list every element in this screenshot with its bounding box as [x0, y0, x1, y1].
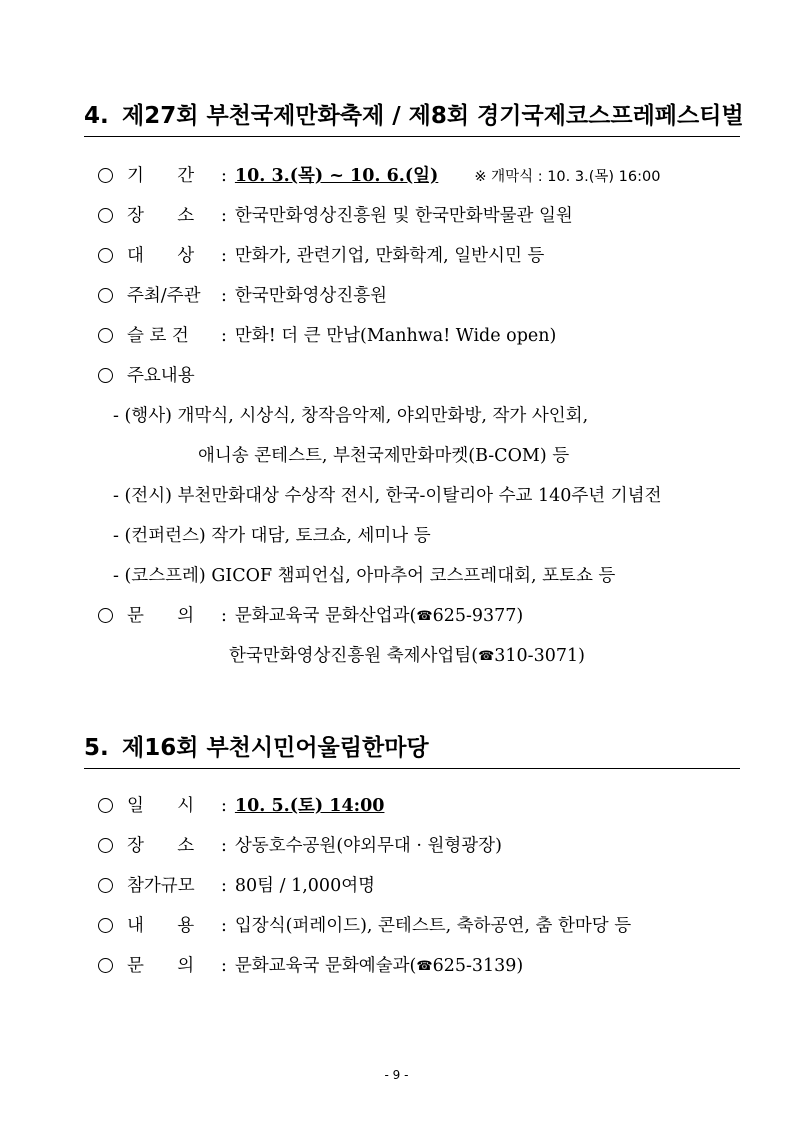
- bullet-circle-icon: [98, 878, 113, 893]
- item-main-content: [98, 364, 195, 388]
- detail-event-cont: 애니송 콘테스트, 부천국제만화마켓(B-COM) 등: [198, 446, 570, 466]
- item-label: 장 소: [127, 206, 195, 226]
- contact-text: 문화교육국 문화예술과(: [234, 956, 417, 976]
- bullet-circle-icon: [98, 838, 113, 853]
- item-contact-2: [229, 644, 585, 669]
- item-label: 일 시: [127, 796, 195, 816]
- item-value: 80팀 / 1,000여명: [234, 876, 376, 896]
- item-contact-5: 문 의 : 문화교육국 문화예술과(☎625-3139): [98, 954, 523, 979]
- phone-icon: ☎: [416, 609, 433, 624]
- contact-text: 문화교육국 문화산업과(: [234, 606, 417, 626]
- item-datetime: 일 시 : 10. 5.(토) 14:00: [98, 794, 384, 818]
- item-label: 주최/주관: [127, 286, 201, 306]
- contact-phone: 625-3139): [432, 956, 524, 976]
- contact-text: 한국만화영상진흥원 축제사업팀(: [229, 646, 479, 666]
- page-number: - 9 -: [384, 1068, 409, 1082]
- item-value: 입장식(퍼레이드), 콘테스트, 축하공연, 춤 한마당 등: [234, 916, 632, 936]
- item-target: 대 상 : 만화가, 관련기업, 만화학계, 일반시민 등: [98, 244, 544, 268]
- section-5-heading: [84, 734, 740, 769]
- item-label: 참가규모: [127, 876, 195, 896]
- bullet-circle-icon: [98, 248, 113, 263]
- section-4-title: 제27회 부천국제만화축제 / 제8회 경기국제코스프레페스티벌: [122, 103, 744, 129]
- item-value: 만화가, 관련기업, 만화학계, 일반시민 등: [234, 246, 545, 266]
- bullet-circle-icon: [98, 368, 113, 383]
- item-organizer: 주최/주관 : 한국만화영상진흥원: [98, 284, 387, 308]
- item-value: 10. 5.(토) 14:00: [234, 796, 385, 816]
- item-label: 기 간: [127, 166, 195, 186]
- bullet-circle-icon: [98, 798, 113, 813]
- section-4-number: 4.: [84, 103, 109, 129]
- item-value: 만화! 더 큰 만남(Manhwa! Wide open): [234, 326, 557, 346]
- item-contact: 문 의 : 문화교육국 문화산업과(☎625-9377): [98, 604, 523, 629]
- item-label: 문 의: [127, 606, 195, 626]
- opening-note: ※ 개막식 : 10. 3.(목) 16:00: [474, 169, 661, 185]
- item-label: 대 상: [127, 246, 195, 266]
- item-slogan: 슬 로 건 : 만화! 더 큰 만남(Manhwa! Wide open): [98, 324, 556, 348]
- item-label: 주요내용: [127, 366, 195, 386]
- item-label: 장 소: [127, 836, 195, 856]
- bullet-circle-icon: [98, 328, 113, 343]
- item-value: 10. 3.(목) ~ 10. 6.(일): [234, 166, 439, 186]
- detail-exhibition: - (전시) 부천만화대상 수상작 전시, 한국-이탈리아 수교 140주년 기념전: [113, 486, 662, 506]
- item-label: 내 용: [127, 916, 195, 936]
- section-5-number: 5.: [84, 735, 109, 761]
- item-content-5: 내 용 : 입장식(퍼레이드), 콘테스트, 축하공연, 춤 한마당 등: [98, 914, 631, 938]
- bullet-circle-icon: [98, 918, 113, 933]
- item-scale: 참가규모 : 80팀 / 1,000여명: [98, 874, 375, 898]
- bullet-circle-icon: [98, 608, 113, 623]
- item-period: 기 간 : 10. 3.(목) ~ 10. 6.(일) ※ 개막식 : 10. 3.(목) 16:00: [98, 164, 660, 189]
- bullet-circle-icon: [98, 208, 113, 223]
- item-venue-5: 장 소 : 상동호수공원(야외무대 · 원형광장): [98, 834, 502, 858]
- contact-phone: 625-9377): [432, 606, 524, 626]
- section-5-title: 제16회 부천시민어울림한마당: [122, 735, 429, 761]
- phone-icon: ☎: [478, 649, 495, 664]
- item-label: 슬 로 건: [127, 326, 189, 346]
- item-value: 상동호수공원(야외무대 · 원형광장): [234, 836, 502, 856]
- detail-conference: - (컨퍼런스) 작가 대담, 토크쇼, 세미나 등: [113, 526, 431, 546]
- item-value: 한국만화영상진흥원: [234, 286, 388, 306]
- item-value: 한국만화영상진흥원 및 한국만화박물관 일원: [234, 206, 573, 226]
- contact-phone: 310-3071): [494, 646, 585, 666]
- item-venue: 장 소 : 한국만화영상진흥원 및 한국만화박물관 일원: [98, 204, 573, 228]
- section-4-heading: [84, 102, 744, 137]
- detail-cosplay: - (코스프레) GICOF 챔피언십, 아마추어 코스프레대회, 포토쇼 등: [113, 566, 616, 586]
- bullet-circle-icon: [98, 168, 113, 183]
- bullet-circle-icon: [98, 958, 113, 973]
- item-label: 문 의: [127, 956, 195, 976]
- phone-icon: ☎: [416, 959, 433, 974]
- bullet-circle-icon: [98, 288, 113, 303]
- detail-event: - (행사) 개막식, 시상식, 창작음악제, 야외만화방, 작가 사인회,: [113, 406, 589, 426]
